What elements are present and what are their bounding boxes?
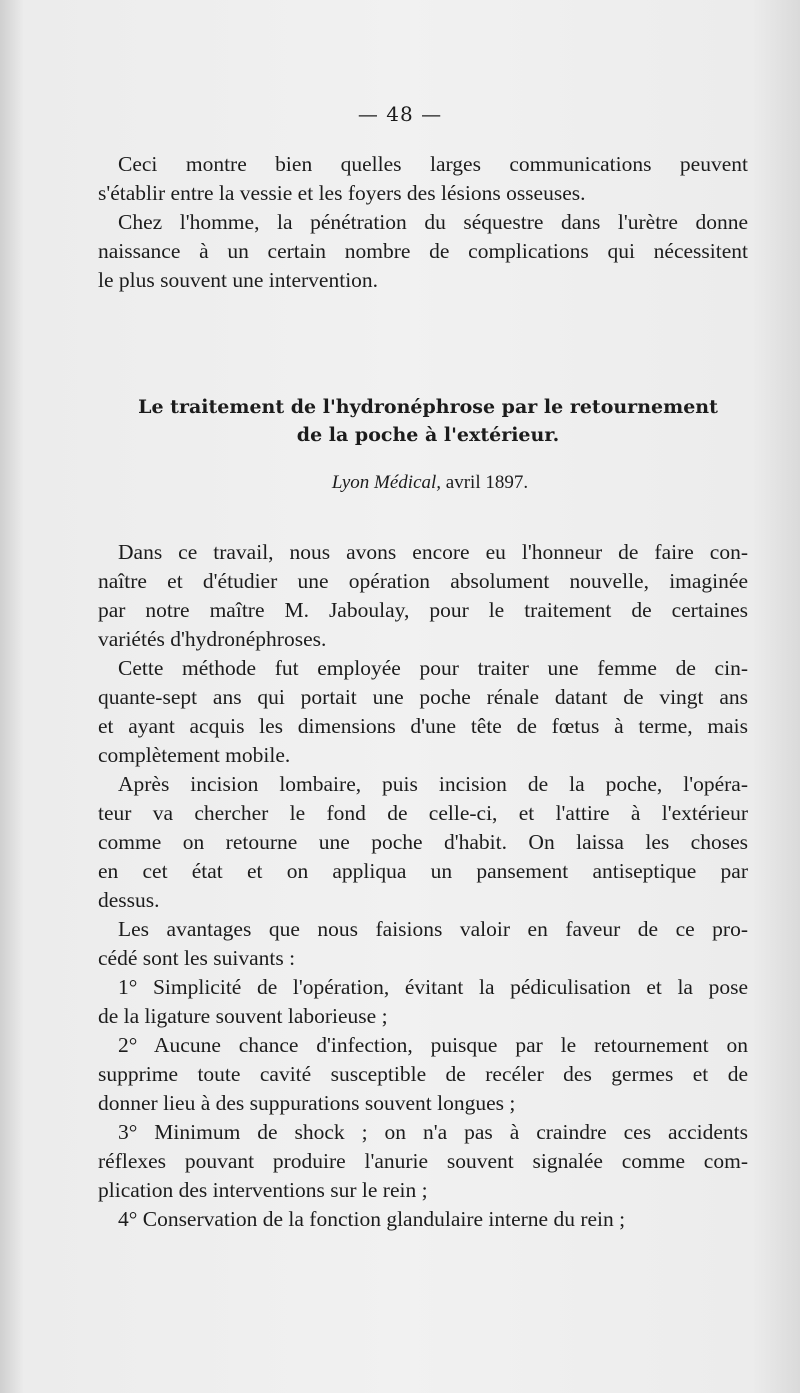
journal-name: Lyon Médical, [331,472,442,493]
text-line: variétés d'hydronéphroses. [98,627,327,651]
text-line: s'établir entre la vessie et les foyers des lésions osseuses. [98,181,586,205]
text-line: Après incision lombaire, puis incision de la poche, l'opéra- [118,772,748,796]
list-item-4 [98,1205,748,1234]
text-line: naître et d'étudier une opération absolument nouvelle, imaginée [98,569,748,593]
body-paragraph-2 [98,654,748,770]
body-paragraph-1 [98,538,748,654]
intro-paragraph-2 [98,208,748,295]
text-line: quante-sept ans qui portait une poche rénale datant de vingt ans [98,685,748,709]
text-line: Dans ce travail, nous avons encore eu l'honneur de faire con- [118,540,748,564]
article-title [98,393,758,449]
text-line: Cette méthode fut employée pour traiter une femme de cin- [118,656,748,680]
list-item-2 [98,1031,748,1118]
intro-text [98,150,748,295]
text-line: 4° Conservation de la fonction glandulaire interne du rein ; [118,1207,626,1231]
text-line: donner lieu à des suppurations souvent longues ; [98,1091,516,1115]
article-title-line-1: Le traitement de l'hydronéphrose par le retournement [138,396,718,418]
text-line: Ceci montre bien quelles larges communications peuvent [118,152,748,176]
text-line: 1° Simplicité de l'opération, évitant la pédiculisation et la pose [118,975,748,999]
text-line: en cet état et on appliqua un pansement antiseptique par [98,859,748,883]
list-item-1 [98,973,748,1031]
body-paragraph-4 [98,915,748,973]
page-number: — 48 — [357,102,443,126]
text-line: Les avantages que nous faisions valoir en faveur de ce pro- [118,917,748,941]
text-line: Chez l'homme, la pénétration du séquestre dans l'urètre donne [118,210,748,234]
article-source [0,472,800,494]
text-line: dessus. [98,888,160,912]
body-paragraph-3 [98,770,748,915]
text-line: naissance à un certain nombre de complications qui nécessitent [98,239,748,263]
text-line: comme on retourne une poche d'habit. On laissa les choses [98,830,748,854]
text-line: réflexes pouvant produire l'anurie souvent signalée comme com- [98,1149,748,1173]
text-line: cédé sont les suivants : [98,946,296,970]
text-line: de la ligature souvent laborieuse ; [98,1004,388,1028]
text-line: complètement mobile. [98,743,291,767]
text-line: par notre maître M. Jaboulay, pour le traitement de certaines [98,598,748,622]
intro-paragraph-1 [98,150,748,208]
publication-date: avril 1897. [445,472,529,493]
article-body [98,538,748,1234]
text-line: le plus souvent une intervention. [98,268,379,292]
text-line: et ayant acquis les dimensions d'une tête de fœtus à terme, mais [98,714,748,738]
text-line: teur va chercher le fond de celle-ci, et l'attire à l'extérieur [98,801,748,825]
article-title-line-2: de la poche à l'extérieur. [296,424,560,446]
text-line: supprime toute cavité susceptible de recéler des germes et de [98,1062,748,1086]
text-line: plication des interventions sur le rein ; [98,1178,428,1202]
text-line: 3° Minimum de shock ; on n'a pas à craindre ces accidents [118,1120,748,1144]
text-line: 2° Aucune chance d'infection, puisque par le retournement on [118,1033,748,1057]
list-item-3 [98,1118,748,1205]
